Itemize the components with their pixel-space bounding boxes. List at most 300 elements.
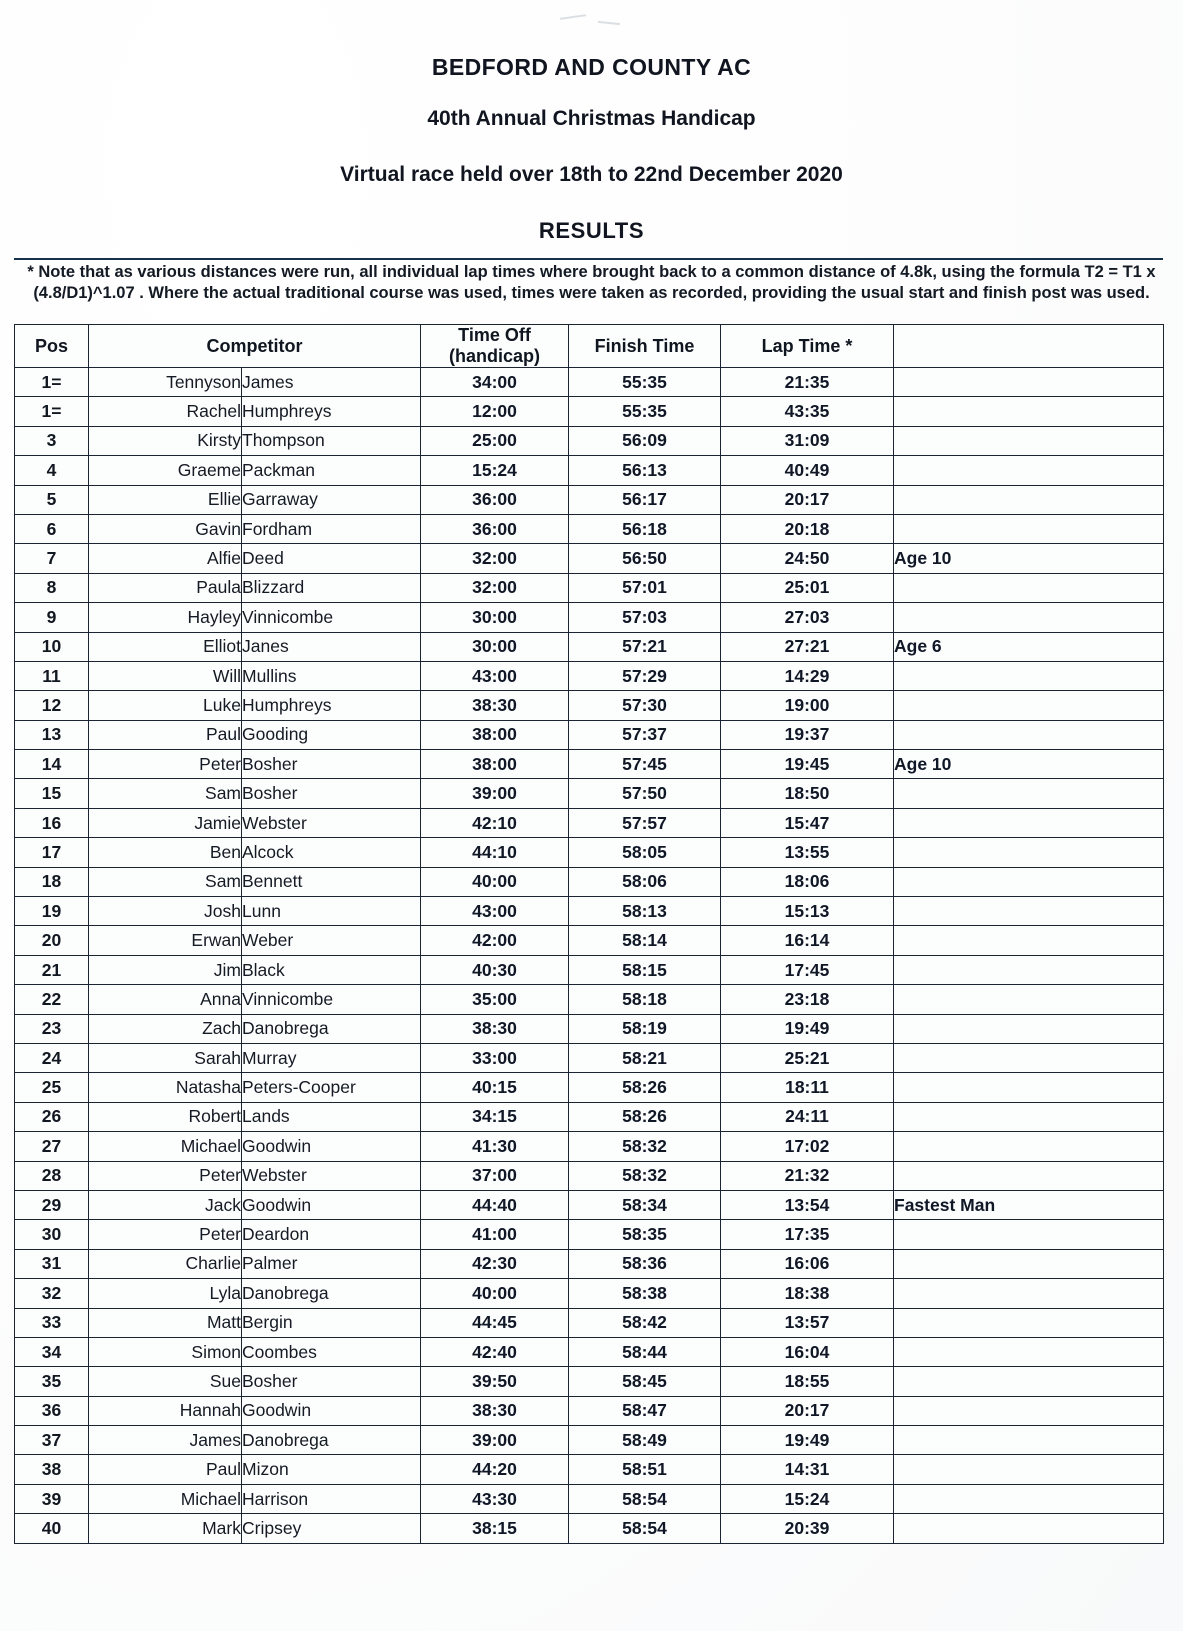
table-body bbox=[15, 368, 1164, 1544]
competitor-first-name: Elliot bbox=[89, 632, 242, 661]
time-off-handicap: 42:00 bbox=[421, 926, 569, 955]
competitor-surname: Murray bbox=[242, 1043, 421, 1072]
finish-time: 58:36 bbox=[569, 1249, 721, 1278]
competitor-first-name: Paula bbox=[89, 573, 242, 602]
competitor-first-name: Tennyson bbox=[89, 368, 242, 397]
lap-time: 18:55 bbox=[721, 1367, 894, 1396]
section-title: RESULTS bbox=[538, 218, 645, 243]
result-position: 5 bbox=[15, 485, 89, 514]
competitor-surname: Thompson bbox=[242, 426, 421, 455]
result-note bbox=[894, 720, 1164, 749]
result-note bbox=[894, 985, 1164, 1014]
finish-time: 58:18 bbox=[569, 985, 721, 1014]
column-header-competitor: Competitor bbox=[89, 325, 421, 368]
competitor-first-name: Charlie bbox=[89, 1249, 242, 1278]
result-note bbox=[894, 1161, 1164, 1190]
time-off-handicap: 34:00 bbox=[421, 368, 569, 397]
competitor-first-name: Sarah bbox=[89, 1043, 242, 1072]
competitor-surname: Palmer bbox=[242, 1249, 421, 1278]
table-row bbox=[15, 1161, 1164, 1190]
result-position: 37 bbox=[15, 1426, 89, 1455]
competitor-surname: Packman bbox=[242, 456, 421, 485]
competitor-first-name: Alfie bbox=[89, 544, 242, 573]
competitor-surname: Gooding bbox=[242, 720, 421, 749]
result-position: 1= bbox=[15, 368, 89, 397]
result-note bbox=[894, 1073, 1164, 1102]
results-table bbox=[14, 324, 1164, 1544]
competitor-surname: Vinnicombe bbox=[242, 603, 421, 632]
time-off-handicap: 43:00 bbox=[421, 661, 569, 690]
table-header bbox=[15, 325, 1164, 368]
time-off-handicap: 38:30 bbox=[421, 1396, 569, 1425]
lap-time: 13:57 bbox=[721, 1308, 894, 1337]
table-row bbox=[15, 632, 1164, 661]
competitor-first-name: Rachel bbox=[89, 397, 242, 426]
competitor-surname: Danobrega bbox=[242, 1279, 421, 1308]
result-position: 6 bbox=[15, 514, 89, 543]
table-row bbox=[15, 1249, 1164, 1278]
lap-time: 27:03 bbox=[721, 603, 894, 632]
result-position: 31 bbox=[15, 1249, 89, 1278]
time-off-handicap: 43:00 bbox=[421, 897, 569, 926]
result-position: 14 bbox=[15, 750, 89, 779]
result-position: 4 bbox=[15, 456, 89, 485]
competitor-surname: Goodwin bbox=[242, 1396, 421, 1425]
result-note bbox=[894, 1102, 1164, 1131]
result-position: 9 bbox=[15, 603, 89, 632]
result-note bbox=[894, 368, 1164, 397]
result-note: Age 10 bbox=[894, 544, 1164, 573]
result-note bbox=[894, 573, 1164, 602]
lap-time: 43:35 bbox=[721, 397, 894, 426]
header-row bbox=[15, 325, 1164, 368]
finish-time: 58:54 bbox=[569, 1514, 721, 1543]
finish-time: 58:13 bbox=[569, 897, 721, 926]
competitor-first-name: Zach bbox=[89, 1014, 242, 1043]
lap-time: 21:35 bbox=[721, 368, 894, 397]
time-off-handicap: 38:00 bbox=[421, 720, 569, 749]
competitor-first-name: Sam bbox=[89, 867, 242, 896]
lap-time: 20:39 bbox=[721, 1514, 894, 1543]
competitor-first-name: Michael bbox=[89, 1484, 242, 1513]
lap-time: 17:02 bbox=[721, 1132, 894, 1161]
lap-time: 18:06 bbox=[721, 867, 894, 896]
competitor-surname: Humphreys bbox=[242, 397, 421, 426]
result-note bbox=[894, 485, 1164, 514]
competitor-first-name: Simon bbox=[89, 1337, 242, 1366]
result-note bbox=[894, 1308, 1164, 1337]
competitor-surname: James bbox=[242, 368, 421, 397]
competitor-surname: Bosher bbox=[242, 779, 421, 808]
time-off-handicap: 44:20 bbox=[421, 1455, 569, 1484]
competitor-first-name: Peter bbox=[89, 1220, 242, 1249]
finish-time: 57:30 bbox=[569, 691, 721, 720]
result-note bbox=[894, 514, 1164, 543]
result-note bbox=[894, 897, 1164, 926]
competitor-surname: Peters-Cooper bbox=[242, 1073, 421, 1102]
lap-time: 19:49 bbox=[721, 1426, 894, 1455]
competitor-surname: Danobrega bbox=[242, 1426, 421, 1455]
finish-time: 58:45 bbox=[569, 1367, 721, 1396]
competitor-surname: Goodwin bbox=[242, 1190, 421, 1219]
competitor-surname: Danobrega bbox=[242, 1014, 421, 1043]
table-row bbox=[15, 1043, 1164, 1072]
competitor-first-name: Gavin bbox=[89, 514, 242, 543]
finish-time: 58:26 bbox=[569, 1073, 721, 1102]
lap-time: 18:38 bbox=[721, 1279, 894, 1308]
result-position: 17 bbox=[15, 838, 89, 867]
result-position: 1= bbox=[15, 397, 89, 426]
finish-time: 58:51 bbox=[569, 1455, 721, 1484]
finish-time: 58:32 bbox=[569, 1132, 721, 1161]
competitor-first-name: Hannah bbox=[89, 1396, 242, 1425]
result-position: 28 bbox=[15, 1161, 89, 1190]
table-row bbox=[15, 514, 1164, 543]
table-row bbox=[15, 1455, 1164, 1484]
result-note bbox=[894, 1484, 1164, 1513]
time-off-handicap: 44:45 bbox=[421, 1308, 569, 1337]
result-note bbox=[894, 926, 1164, 955]
finish-time: 57:45 bbox=[569, 750, 721, 779]
table-row bbox=[15, 1396, 1164, 1425]
finish-time: 58:38 bbox=[569, 1279, 721, 1308]
time-off-handicap: 39:00 bbox=[421, 779, 569, 808]
result-note bbox=[894, 426, 1164, 455]
table-row bbox=[15, 691, 1164, 720]
table-row bbox=[15, 779, 1164, 808]
table-row bbox=[15, 603, 1164, 632]
table-row bbox=[15, 985, 1164, 1014]
event-subtitle: Virtual race held over 18th to 22nd December 2020 bbox=[340, 163, 843, 186]
result-position: 7 bbox=[15, 544, 89, 573]
result-position: 29 bbox=[15, 1190, 89, 1219]
lap-time: 19:37 bbox=[721, 720, 894, 749]
competitor-first-name: Sam bbox=[89, 779, 242, 808]
table-row bbox=[15, 897, 1164, 926]
lap-time: 15:47 bbox=[721, 808, 894, 837]
lap-time: 25:01 bbox=[721, 573, 894, 602]
competitor-first-name: Peter bbox=[89, 750, 242, 779]
table-row bbox=[15, 1279, 1164, 1308]
result-position: 27 bbox=[15, 1132, 89, 1161]
lap-time: 20:17 bbox=[721, 1396, 894, 1425]
time-off-handicap: 38:30 bbox=[421, 1014, 569, 1043]
competitor-first-name: Paul bbox=[89, 720, 242, 749]
finish-time: 58:54 bbox=[569, 1484, 721, 1513]
result-position: 39 bbox=[15, 1484, 89, 1513]
finish-time: 56:17 bbox=[569, 485, 721, 514]
table-row bbox=[15, 456, 1164, 485]
competitor-first-name: Hayley bbox=[89, 603, 242, 632]
table-row bbox=[15, 1308, 1164, 1337]
finish-time: 58:49 bbox=[569, 1426, 721, 1455]
time-off-handicap: 44:10 bbox=[421, 838, 569, 867]
table-row bbox=[15, 368, 1164, 397]
time-off-label-line1: Time Off bbox=[458, 325, 531, 345]
lap-time: 18:11 bbox=[721, 1073, 894, 1102]
competitor-surname: Coombes bbox=[242, 1337, 421, 1366]
competitor-surname: Bosher bbox=[242, 750, 421, 779]
lap-time: 21:32 bbox=[721, 1161, 894, 1190]
finish-time: 57:57 bbox=[569, 808, 721, 837]
competitor-surname: Bergin bbox=[242, 1308, 421, 1337]
competitor-first-name: Anna bbox=[89, 985, 242, 1014]
time-off-handicap: 32:00 bbox=[421, 573, 569, 602]
column-header-pos: Pos bbox=[15, 325, 89, 368]
competitor-surname: Cripsey bbox=[242, 1514, 421, 1543]
competitor-surname: Vinnicombe bbox=[242, 985, 421, 1014]
table-row bbox=[15, 1190, 1164, 1219]
result-position: 35 bbox=[15, 1367, 89, 1396]
time-off-handicap: 12:00 bbox=[421, 397, 569, 426]
time-off-handicap: 15:24 bbox=[421, 456, 569, 485]
result-note bbox=[894, 1132, 1164, 1161]
table-row bbox=[15, 1514, 1164, 1543]
club-name: BEDFORD AND COUNTY AC bbox=[431, 54, 752, 80]
competitor-first-name: Graeme bbox=[89, 456, 242, 485]
result-position: 3 bbox=[15, 426, 89, 455]
result-position: 11 bbox=[15, 661, 89, 690]
result-note bbox=[894, 1249, 1164, 1278]
result-position: 10 bbox=[15, 632, 89, 661]
lap-time: 16:06 bbox=[721, 1249, 894, 1278]
result-position: 21 bbox=[15, 955, 89, 984]
table-row bbox=[15, 955, 1164, 984]
competitor-surname: Bennett bbox=[242, 867, 421, 896]
competitor-surname: Deed bbox=[242, 544, 421, 573]
competitor-first-name: Jim bbox=[89, 955, 242, 984]
lap-time: 40:49 bbox=[721, 456, 894, 485]
result-note bbox=[894, 691, 1164, 720]
finish-time: 58:06 bbox=[569, 867, 721, 896]
finish-time: 58:26 bbox=[569, 1102, 721, 1131]
competitor-surname: Goodwin bbox=[242, 1132, 421, 1161]
lap-time: 19:49 bbox=[721, 1014, 894, 1043]
competitor-first-name: Erwan bbox=[89, 926, 242, 955]
table-row bbox=[15, 1132, 1164, 1161]
lap-time: 23:18 bbox=[721, 985, 894, 1014]
finish-time: 58:14 bbox=[569, 926, 721, 955]
result-note: Fastest Man bbox=[894, 1190, 1164, 1219]
finish-time: 58:42 bbox=[569, 1308, 721, 1337]
competitor-surname: Blizzard bbox=[242, 573, 421, 602]
result-note bbox=[894, 1220, 1164, 1249]
result-note: Age 6 bbox=[894, 632, 1164, 661]
result-position: 22 bbox=[15, 985, 89, 1014]
lap-time: 20:18 bbox=[721, 514, 894, 543]
finish-time: 58:19 bbox=[569, 1014, 721, 1043]
finish-time: 58:32 bbox=[569, 1161, 721, 1190]
table-row bbox=[15, 926, 1164, 955]
competitor-surname: Webster bbox=[242, 1161, 421, 1190]
time-off-handicap: 40:00 bbox=[421, 1279, 569, 1308]
table-row bbox=[15, 1484, 1164, 1513]
competitor-first-name: James bbox=[89, 1426, 242, 1455]
competitor-surname: Bosher bbox=[242, 1367, 421, 1396]
competitor-first-name: Mark bbox=[89, 1514, 242, 1543]
lap-time: 14:31 bbox=[721, 1455, 894, 1484]
finish-time: 57:50 bbox=[569, 779, 721, 808]
time-off-handicap: 40:30 bbox=[421, 955, 569, 984]
time-off-handicap: 39:50 bbox=[421, 1367, 569, 1396]
competitor-first-name: Ellie bbox=[89, 485, 242, 514]
finish-time: 58:34 bbox=[569, 1190, 721, 1219]
lap-time: 13:54 bbox=[721, 1190, 894, 1219]
lap-time: 27:21 bbox=[721, 632, 894, 661]
result-note bbox=[894, 838, 1164, 867]
competitor-surname: Harrison bbox=[242, 1484, 421, 1513]
result-position: 19 bbox=[15, 897, 89, 926]
competitor-surname: Black bbox=[242, 955, 421, 984]
finish-time: 58:21 bbox=[569, 1043, 721, 1072]
finish-time: 58:05 bbox=[569, 838, 721, 867]
lap-time: 17:45 bbox=[721, 955, 894, 984]
finish-time: 56:50 bbox=[569, 544, 721, 573]
result-note bbox=[894, 1455, 1164, 1484]
table-row bbox=[15, 1073, 1164, 1102]
time-off-handicap: 42:40 bbox=[421, 1337, 569, 1366]
column-header-finish-time: Finish Time bbox=[569, 325, 721, 368]
competitor-first-name: Robert bbox=[89, 1102, 242, 1131]
competitor-surname: Webster bbox=[242, 808, 421, 837]
result-note bbox=[894, 1367, 1164, 1396]
lap-time: 13:55 bbox=[721, 838, 894, 867]
competitor-surname: Fordham bbox=[242, 514, 421, 543]
competitor-first-name: Lyla bbox=[89, 1279, 242, 1308]
competitor-surname: Lunn bbox=[242, 897, 421, 926]
result-position: 25 bbox=[15, 1073, 89, 1102]
table-row bbox=[15, 867, 1164, 896]
result-position: 33 bbox=[15, 1308, 89, 1337]
lap-time: 15:24 bbox=[721, 1484, 894, 1513]
table-row bbox=[15, 661, 1164, 690]
lap-time: 15:13 bbox=[721, 897, 894, 926]
time-off-handicap: 32:00 bbox=[421, 544, 569, 573]
result-position: 16 bbox=[15, 808, 89, 837]
time-off-handicap: 38:15 bbox=[421, 1514, 569, 1543]
time-off-handicap: 30:00 bbox=[421, 632, 569, 661]
result-position: 26 bbox=[15, 1102, 89, 1131]
competitor-surname: Weber bbox=[242, 926, 421, 955]
result-note bbox=[894, 456, 1164, 485]
result-position: 36 bbox=[15, 1396, 89, 1425]
table-row bbox=[15, 426, 1164, 455]
result-position: 8 bbox=[15, 573, 89, 602]
result-position: 13 bbox=[15, 720, 89, 749]
time-off-handicap: 43:30 bbox=[421, 1484, 569, 1513]
competitor-surname: Deardon bbox=[242, 1220, 421, 1249]
lap-time: 16:14 bbox=[721, 926, 894, 955]
table-row bbox=[15, 808, 1164, 837]
competitor-first-name: Natasha bbox=[89, 1073, 242, 1102]
competitor-first-name: Peter bbox=[89, 1161, 242, 1190]
competitor-surname: Garraway bbox=[242, 485, 421, 514]
time-off-label-line2: (handicap) bbox=[448, 346, 540, 366]
time-off-handicap: 33:00 bbox=[421, 1043, 569, 1072]
header-divider bbox=[14, 258, 1163, 260]
table-row bbox=[15, 838, 1164, 867]
column-header-notes bbox=[894, 325, 1164, 368]
lap-time: 24:50 bbox=[721, 544, 894, 573]
lap-time: 16:04 bbox=[721, 1337, 894, 1366]
document-titles bbox=[0, 54, 1183, 244]
table-row bbox=[15, 485, 1164, 514]
finish-time: 58:15 bbox=[569, 955, 721, 984]
event-name: 40th Annual Christmas Handicap bbox=[427, 107, 756, 130]
finish-time: 57:37 bbox=[569, 720, 721, 749]
competitor-surname: Mullins bbox=[242, 661, 421, 690]
finish-time: 55:35 bbox=[569, 397, 721, 426]
finish-time: 57:01 bbox=[569, 573, 721, 602]
competitor-surname: Lands bbox=[242, 1102, 421, 1131]
time-off-handicap: 41:30 bbox=[421, 1132, 569, 1161]
result-note bbox=[894, 1279, 1164, 1308]
table-row bbox=[15, 750, 1164, 779]
result-note bbox=[894, 1043, 1164, 1072]
competitor-first-name: Michael bbox=[89, 1132, 242, 1161]
time-off-handicap: 36:00 bbox=[421, 514, 569, 543]
result-position: 34 bbox=[15, 1337, 89, 1366]
result-position: 18 bbox=[15, 867, 89, 896]
time-off-handicap: 30:00 bbox=[421, 603, 569, 632]
competitor-surname: Humphreys bbox=[242, 691, 421, 720]
table-row bbox=[15, 1367, 1164, 1396]
result-note: Age 10 bbox=[894, 750, 1164, 779]
results-note: * Note that as various distances were run, all individual lap times where brought back to a common distance of 4.8k, using the formula T2 = T1 x (4.8/D1)^1.07 . Where the actual traditional course was used, times were taken as recorded, providing the usual start and finish post was used. bbox=[27, 263, 1156, 302]
finish-time: 57:29 bbox=[569, 661, 721, 690]
time-off-handicap: 40:00 bbox=[421, 867, 569, 896]
table-row bbox=[15, 1014, 1164, 1043]
result-position: 38 bbox=[15, 1455, 89, 1484]
time-off-handicap: 38:30 bbox=[421, 691, 569, 720]
competitor-first-name: Sue bbox=[89, 1367, 242, 1396]
result-note bbox=[894, 955, 1164, 984]
result-note bbox=[894, 1514, 1164, 1543]
finish-time: 56:18 bbox=[569, 514, 721, 543]
competitor-first-name: Will bbox=[89, 661, 242, 690]
table-row bbox=[15, 573, 1164, 602]
lap-time: 19:00 bbox=[721, 691, 894, 720]
table-row bbox=[15, 1426, 1164, 1455]
result-position: 12 bbox=[15, 691, 89, 720]
lap-time: 14:29 bbox=[721, 661, 894, 690]
result-note bbox=[894, 779, 1164, 808]
table-row bbox=[15, 1337, 1164, 1366]
time-off-handicap: 42:10 bbox=[421, 808, 569, 837]
lap-time: 18:50 bbox=[721, 779, 894, 808]
time-off-handicap: 35:00 bbox=[421, 985, 569, 1014]
finish-time: 57:03 bbox=[569, 603, 721, 632]
column-header-lap-time: Lap Time * bbox=[721, 325, 894, 368]
time-off-handicap: 42:30 bbox=[421, 1249, 569, 1278]
competitor-first-name: Luke bbox=[89, 691, 242, 720]
result-position: 15 bbox=[15, 779, 89, 808]
table-row bbox=[15, 1220, 1164, 1249]
result-position: 40 bbox=[15, 1514, 89, 1543]
result-note bbox=[894, 1426, 1164, 1455]
lap-time: 20:17 bbox=[721, 485, 894, 514]
table-row bbox=[15, 1102, 1164, 1131]
finish-time: 56:13 bbox=[569, 456, 721, 485]
result-position: 30 bbox=[15, 1220, 89, 1249]
time-off-handicap: 36:00 bbox=[421, 485, 569, 514]
time-off-handicap: 39:00 bbox=[421, 1426, 569, 1455]
competitor-first-name: Matt bbox=[89, 1308, 242, 1337]
competitor-first-name: Kirsty bbox=[89, 426, 242, 455]
competitor-first-name: Jamie bbox=[89, 808, 242, 837]
competitor-first-name: Paul bbox=[89, 1455, 242, 1484]
time-off-handicap: 38:00 bbox=[421, 750, 569, 779]
